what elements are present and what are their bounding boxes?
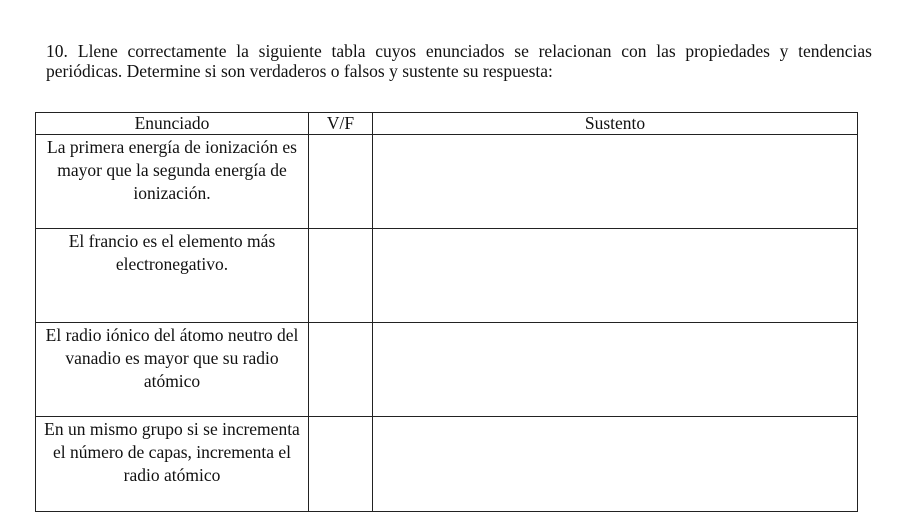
sustento-answer-cell[interactable] [373,323,858,417]
statement-cell: El francio es el elemento más electronegativo. [36,229,309,323]
sustento-answer-cell[interactable] [373,229,858,323]
table-row [36,135,858,229]
header-vf: V/F [309,113,373,135]
vf-answer-cell[interactable] [309,417,373,512]
statement-cell: En un mismo grupo si se incrementa el número de capas, incrementa el radio atómico [36,417,309,512]
periodic-properties-table [35,112,858,512]
table-row [36,229,858,323]
sustento-answer-cell[interactable] [373,417,858,512]
table-row [36,323,858,417]
vf-answer-cell[interactable] [309,229,373,323]
question-prompt [46,41,872,81]
statement-cell: La primera energía de ionización es mayor que la segunda energía de ionización. [36,135,309,229]
vf-answer-cell[interactable] [309,323,373,417]
statement-cell: El radio iónico del átomo neutro del vanadio es mayor que su radio atómico [36,323,309,417]
header-sustento: Sustento [373,113,858,135]
question-number: 10. [46,41,68,61]
question-text: Llene correctamente la siguiente tabla cuyos enunciados se relacionan con las propiedades y tendencias periódicas. Determine si son verdaderos o falsos y sustente su respuesta: [46,41,872,81]
sustento-answer-cell[interactable] [373,135,858,229]
header-enunciado: Enunciado [36,113,309,135]
table-row [36,417,858,512]
table-header-row [36,113,858,135]
vf-answer-cell[interactable] [309,135,373,229]
